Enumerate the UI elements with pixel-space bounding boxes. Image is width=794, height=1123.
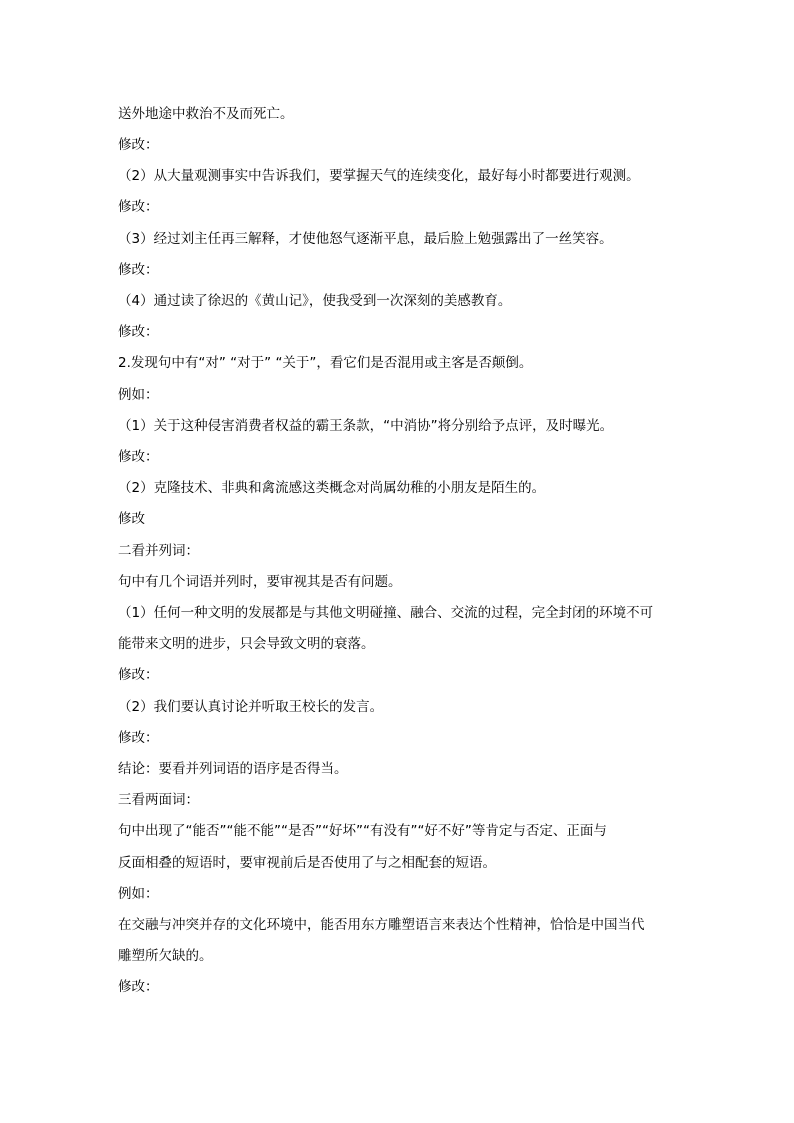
text-line: （1）关于这种侵害消费者权益的霸王条款，“中消协”将分别给予点评，及时曝光。 [118, 418, 614, 434]
text-line: （3）经过刘主任再三解释，才使他怒气逐渐平息，最后脸上勉强露出了一丝笑容。 [118, 231, 613, 247]
text-line: 雕塑所欠缺的。 [118, 948, 213, 964]
section-heading: 三看两面词： [118, 792, 199, 808]
revision-label: 修改： [118, 262, 159, 278]
revision-label: 修改： [118, 137, 159, 153]
section-heading: 2.发现句中有“对” “对于” “关于”，看它们是否混用或主客是否颠倒。 [118, 355, 533, 371]
revision-label: 修改： [118, 324, 159, 340]
revision-label: 修改： [118, 449, 159, 465]
revision-label: 修改： [118, 730, 159, 746]
text-line: （2）克隆技术、非典和禽流感这类概念对尚属幼稚的小朋友是陌生的。 [118, 480, 546, 496]
example-label: 例如： [118, 886, 159, 902]
text-line: 句中有几个词语并列时，要审视其是否有问题。 [118, 574, 402, 590]
text-line: 句中出现了“能否”“能不能”“是否”“好坏”“有没有”“好不好”等肯定与否定、正面与 [118, 823, 607, 839]
revision-label: 修改： [118, 667, 159, 683]
text-line: （2）我们要认真讨论并听取王校长的发言。 [118, 699, 384, 715]
section-heading: 二看并列词： [118, 543, 199, 559]
revision-label: 修改： [118, 979, 159, 995]
text-line: （2）从大量观测事实中告诉我们，要掌握天气的连续变化，最好每小时都要进行观测。 [118, 168, 640, 184]
text-line: 反面相叠的短语时，要审视前后是否使用了与之相配套的短语。 [118, 855, 496, 871]
text-line: 在交融与冲突并存的文化环境中，能否用东方雕塑语言来表达个性精神，恰恰是中国当代 [118, 917, 645, 933]
example-label: 例如： [118, 387, 159, 403]
text-line: （4）通过读了徐迟的《黄山记》，使我受到一次深刻的美感教育。 [118, 293, 512, 309]
text-line: 能带来文明的进步，只会导致文明的衰落。 [118, 636, 375, 652]
conclusion-line: 结论：要看并列词语的语序是否得当。 [118, 761, 348, 777]
text-line: （1）任何一种文明的发展都是与其他文明碰撞、融合、交流的过程，完全封闭的环境不可 [118, 605, 654, 621]
text-line: 送外地途中救治不及而死亡。 [118, 106, 294, 122]
revision-label: 修改 [118, 511, 145, 527]
revision-label: 修改： [118, 199, 159, 215]
